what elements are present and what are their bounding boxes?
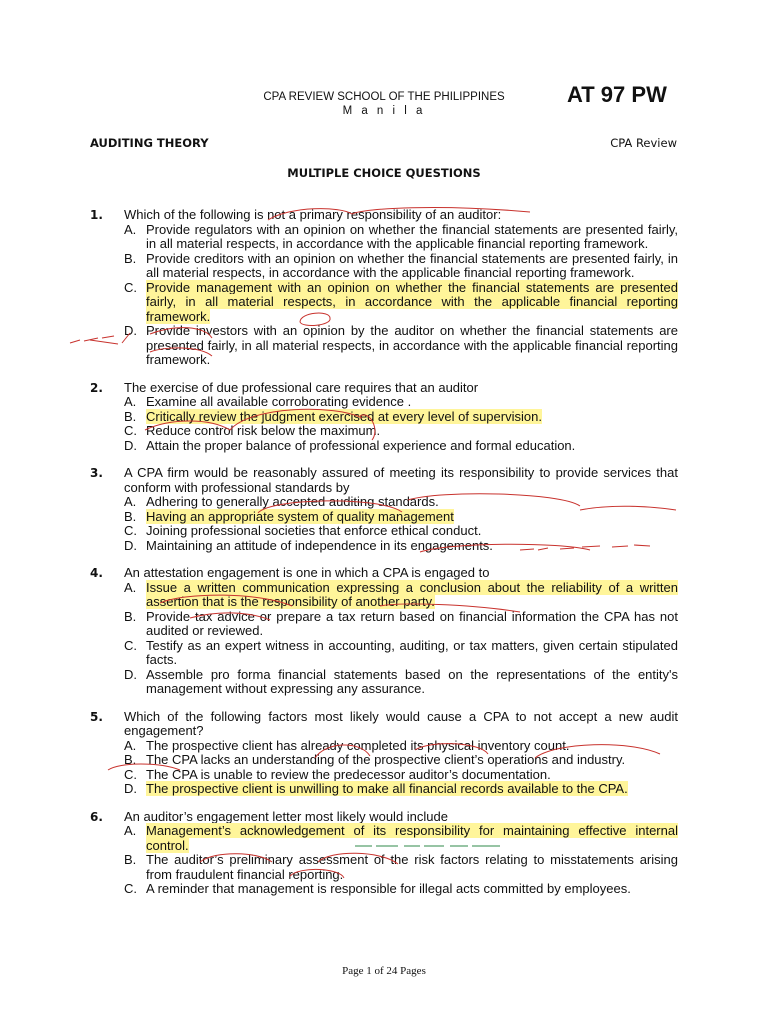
question-number: 6. xyxy=(90,809,103,824)
question-list xyxy=(90,208,678,910)
choice-label: D. xyxy=(124,537,137,553)
choice-text: The CPA is unable to review the predecessor auditor’s documentation. xyxy=(146,766,551,782)
highlighted-answer: Provide management with an opinion on whether the financial statements are presented fairly, in all material respects, in accordance with the applicable financial reporting framework. xyxy=(146,279,678,324)
choice-text: Examine all available corroborating evidence . xyxy=(146,394,412,409)
question-text: An attestation engagement is one in which a CPA is engaged to xyxy=(124,565,490,580)
question-text: An auditor’s engagement letter most likely would include xyxy=(124,808,448,824)
choice-text: The CPA lacks an understanding of the prospective client’s operations and industry. xyxy=(146,752,626,767)
choice-text: Provide investors with an opinion by the auditor on whether the financial statements are presented fairly, in all material respects, in accordance with the applicable financial reporting framework. xyxy=(146,323,678,367)
subject-title: AUDITING THEORY xyxy=(90,136,209,150)
choice-text: Provide regulators with an opinion on whether the financial statements are presented fairly, in all material respects, in accordance with the applicable financial reporting framework. xyxy=(146,221,678,251)
choice-text: Provide creditors with an opinion on whether the financial statements are presented fairly, in all material respects, in accordance with the applicable financial reporting framework. xyxy=(146,250,678,280)
choice-label: B. xyxy=(124,408,137,424)
choice-label: A. xyxy=(124,823,137,838)
choice-list xyxy=(124,223,678,368)
question-text: A CPA firm would be reasonably assured of meeting its responsibility to provide services that conform with professional standards by xyxy=(124,465,678,495)
document-code: AT 97 PW xyxy=(567,82,667,107)
choice-b xyxy=(124,610,678,639)
choice-a xyxy=(124,495,678,510)
choice-d xyxy=(124,439,678,454)
choice-c xyxy=(124,768,678,783)
school-city: M a n i l a xyxy=(342,105,426,117)
choice-list xyxy=(124,495,678,553)
page-footer: Page 1 of 24 Pages xyxy=(342,965,426,977)
choice-label: A. xyxy=(124,579,137,595)
highlighted-answer: Issue a written communication expressing a conclusion about the reliability of a written assertion that is the responsibility of another party. xyxy=(146,579,678,609)
choice-c xyxy=(124,882,678,897)
question-number: 1. xyxy=(90,208,103,222)
choice-label: D. xyxy=(124,666,137,682)
choice-label: A. xyxy=(124,494,137,509)
choice-c xyxy=(124,524,678,539)
choice-c xyxy=(124,281,678,325)
choice-text: A reminder that management is responsible for illegal acts committed by employees. xyxy=(146,881,631,896)
choice-text: Provide tax advice or prepare a tax return based on financial information the CPA has not audited or reviewed. xyxy=(146,608,678,638)
highlighted-answer: Management’s acknowledgement of its responsibility for maintaining effective internal control. xyxy=(146,823,678,853)
choice-d xyxy=(124,782,678,797)
question-number: 3. xyxy=(90,466,103,480)
question-text: Which of the following factors most likely would cause a CPA to not accept a new audit engagement? xyxy=(124,708,678,738)
question-2 xyxy=(90,381,678,454)
choice-label: B. xyxy=(124,508,137,524)
choice-text: Maintaining an attitude of independence in its engagements. xyxy=(146,537,493,553)
choice-label: C. xyxy=(124,279,137,295)
choice-a xyxy=(124,223,678,252)
choice-b xyxy=(124,510,678,525)
choice-b xyxy=(124,753,678,768)
choice-label: C. xyxy=(124,423,137,438)
choice-label: A. xyxy=(124,737,137,753)
choice-text: The prospective client has already completed its physical inventory count. xyxy=(146,737,570,753)
choice-d xyxy=(124,668,678,697)
choice-a xyxy=(124,824,678,853)
question-text: The exercise of due professional care requires that an auditor xyxy=(124,379,479,395)
choice-label: C. xyxy=(124,637,137,653)
choice-c xyxy=(124,424,678,439)
choice-label: B. xyxy=(124,852,137,867)
choice-label: D. xyxy=(124,781,137,796)
choice-c xyxy=(124,639,678,668)
question-number: 5. xyxy=(90,709,103,724)
question-6 xyxy=(90,810,678,897)
question-number: 2. xyxy=(90,380,103,395)
choice-text: The auditor’s preliminary assessment of the risk factors relating to misstatements arising from fraudulent financial reporting. xyxy=(146,852,678,882)
section-heading: MULTIPLE CHOICE QUESTIONS xyxy=(287,166,481,180)
choice-text: Attain the proper balance of professional experience and formal education. xyxy=(146,437,576,453)
choice-label: C. xyxy=(124,523,137,538)
choice-a xyxy=(124,739,678,754)
choice-b xyxy=(124,410,678,425)
choice-label: C. xyxy=(124,766,137,782)
highlighted-answer: The prospective client is unwilling to make all financial records available to the CPA. xyxy=(146,781,628,796)
choice-label: D. xyxy=(124,323,137,338)
choice-a xyxy=(124,581,678,610)
choice-text: Testify as an expert witness in accounting, auditing, or tax matters, given certain stipulated facts. xyxy=(146,637,678,667)
highlighted-answer: Having an appropriate system of quality management xyxy=(146,508,454,524)
choice-text: Reduce control risk below the maximum. xyxy=(146,423,381,438)
question-4 xyxy=(90,566,678,697)
choice-label: D. xyxy=(124,437,137,453)
choice-label: B. xyxy=(124,250,137,266)
choice-d xyxy=(124,324,678,368)
choice-list xyxy=(124,739,678,797)
choice-label: A. xyxy=(124,394,137,409)
question-number: 4. xyxy=(90,566,103,580)
choice-label: B. xyxy=(124,608,137,624)
choice-d xyxy=(124,539,678,554)
highlighted-answer: Critically review the judgment exercised at every level of supervision. xyxy=(146,408,542,424)
course-label: CPA Review xyxy=(610,136,677,150)
question-1 xyxy=(90,208,678,368)
choice-text: Joining professional societies that enforce ethical conduct. xyxy=(146,523,482,538)
question-3 xyxy=(90,466,678,553)
choice-text: Adhering to generally accepted auditing standards. xyxy=(146,494,439,509)
choice-list xyxy=(124,395,678,453)
choice-b xyxy=(124,853,678,882)
choice-a xyxy=(124,395,678,410)
choice-label: A. xyxy=(124,221,137,237)
question-text: Which of the following is not a primary responsibility of an auditor: xyxy=(124,207,502,222)
choice-label: B. xyxy=(124,752,137,767)
question-5 xyxy=(90,710,678,797)
choice-b xyxy=(124,252,678,281)
choice-list xyxy=(124,581,678,697)
school-header xyxy=(250,90,518,118)
choice-text: Assemble pro forma financial statements based on the representations of the entity's management without expressing any assurance. xyxy=(146,666,678,696)
choice-label: C. xyxy=(124,881,137,896)
choice-list xyxy=(124,824,678,897)
school-name: CPA REVIEW SCHOOL OF THE PHILIPPINES xyxy=(263,91,505,103)
